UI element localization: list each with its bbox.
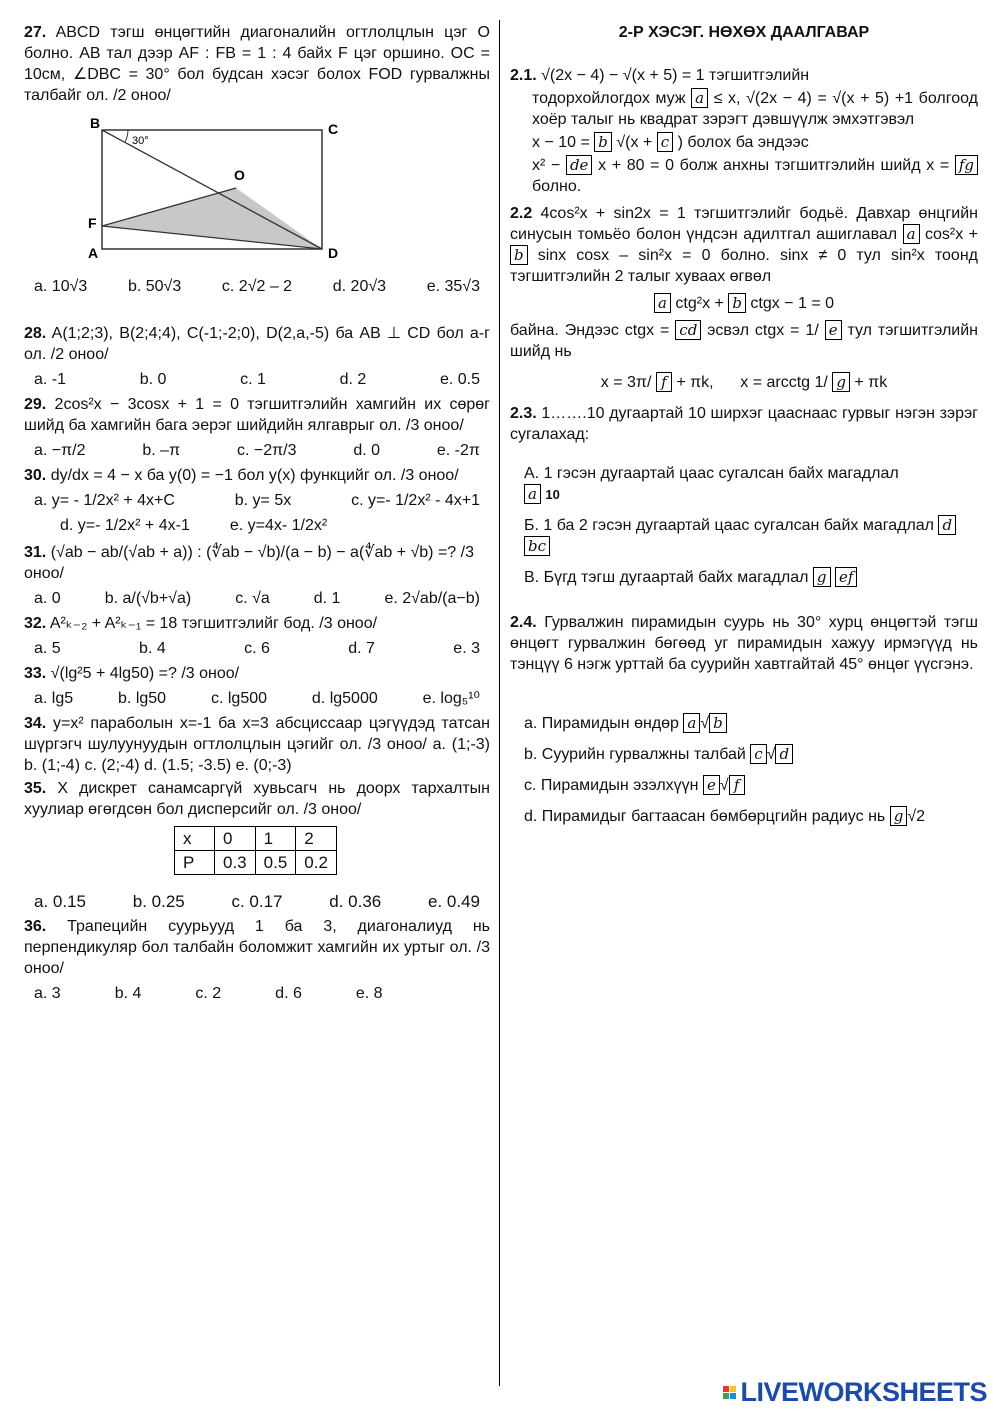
question-text: y=x² параболын x=-1 ба x=3 абсциссаар цэгүүдэд татсан шүргэгч шулуунуудын огтлолцлын цэгийг ол. /3 оноо/ a. (1;-3) b. (1;-4) c. (2;-4) d. (1.5; -3.5) e. (0;-3) <box>24 715 490 774</box>
question-33 <box>24 663 490 684</box>
text: 4cos²x + sin2x = 1 тэгшитгэлийг бодьё. Давхар өнцгийн синусын томьёо болон үндсэн адилтгал ашиглавал <box>510 205 978 243</box>
question-35 <box>24 778 490 820</box>
answer-box-fg[interactable]: fg <box>955 155 978 175</box>
option-b: b. 4 <box>139 640 166 657</box>
text: болно. <box>532 178 582 195</box>
option-d: d. y=- 1/2x² + 4x-1 <box>60 517 190 534</box>
option-d: d. 0 <box>353 442 381 459</box>
text: тодорхойлогдох муж <box>532 90 686 107</box>
option-b: b. 0 <box>139 371 167 388</box>
right-column <box>510 22 978 837</box>
liveworksheets-logo[interactable]: LIVEWORKSHEETS <box>740 1377 987 1407</box>
option-a: a. 0.15 <box>34 892 86 911</box>
option-b: b. 50√3 <box>127 278 182 295</box>
left-column <box>24 22 490 1008</box>
problem-2-1-line3 <box>510 132 978 153</box>
question-text: A(1;2;3), B(2;4;4), C(-1;-2;0), D(2,a,-5) ба AB ⊥ CD бол а-г ол. /2 оноо/ <box>24 325 490 363</box>
table-cell: 0.2 <box>296 851 337 875</box>
question-number: 27. <box>24 24 47 41</box>
text: A. 1 гэсэн дугаартай цаас сугалсан байх магадлал <box>524 465 899 482</box>
option-c: c. 2√2 – 2 <box>221 278 293 295</box>
table-cell: 0 <box>215 827 256 851</box>
answer-box-b[interactable]: b <box>594 132 612 152</box>
answer-box-a[interactable]: a <box>691 88 708 108</box>
problem-number: 2.4. <box>510 614 537 631</box>
text: √(x + <box>616 134 653 151</box>
option-d: d. 0.36 <box>329 892 382 911</box>
options-33 <box>24 688 490 709</box>
text: ) болох ба эндээс <box>677 134 809 151</box>
logo-mark-icon <box>723 1386 736 1399</box>
option-d: d. 1 <box>313 590 341 607</box>
item-2-4-c: c. Пирамидын эзэлхүүн e √ f <box>510 775 978 796</box>
label-f: F <box>88 215 97 231</box>
answer-box-a2[interactable]: a <box>654 293 671 313</box>
text: Б. 1 ба 2 гэсэн дугаартай цаас сугалсан байх магадлал <box>524 517 935 534</box>
options-29 <box>24 440 490 461</box>
answer-box-a[interactable]: a <box>683 713 700 733</box>
option-e: e. 0.49 <box>427 892 480 911</box>
problem-number: 2.1. <box>510 67 537 84</box>
table-row <box>175 851 337 875</box>
geometry-diagram <box>88 114 348 264</box>
option-b: b. –π <box>142 442 181 459</box>
option-e: e. 0.5 <box>439 371 480 388</box>
answer-box-c[interactable]: c <box>657 132 673 152</box>
text: x = arcctg 1/ <box>740 374 828 391</box>
answer-box-b2[interactable]: b <box>728 293 746 313</box>
label-c: C <box>328 121 339 137</box>
angle-arc <box>125 130 128 142</box>
answer-box-cd[interactable]: cd <box>675 320 701 340</box>
option-c: c. lg500 <box>210 690 268 707</box>
question-text: 2cos²x − 3cosx + 1 = 0 тэгшитгэлийн хамгийн их сөрөг шийд ба хамгийн бага эерэг шийдийн ялгаврыг ол. /3 оноо/ <box>24 396 491 434</box>
table-cell: x <box>175 827 215 851</box>
angle-label: 30° <box>132 135 149 147</box>
option-a: a. y= - 1/2x² + 4x+C <box>34 492 175 509</box>
answer-box-g[interactable]: g <box>890 806 908 826</box>
problem-number: 2.2 <box>510 205 533 222</box>
text: x − 10 = <box>532 134 590 151</box>
options-35 <box>24 891 490 912</box>
text: ctgx − 1 = 0 <box>750 295 834 312</box>
option-e: e. 8 <box>355 985 383 1002</box>
question-text: √(lg²5 + 4lg50) =? /3 оноо/ <box>50 665 240 682</box>
answer-box-f[interactable]: f <box>729 775 745 795</box>
distribution-table <box>174 826 337 875</box>
option-d: d. 6 <box>275 985 302 1002</box>
answer-box-b[interactable]: b <box>510 245 528 265</box>
answer-box-e[interactable]: e <box>703 775 720 795</box>
question-number: 36. <box>24 918 47 935</box>
label-d: D <box>328 245 339 261</box>
text: байна. Эндээс ctgx = <box>510 322 670 339</box>
answer-box-d[interactable]: d <box>938 515 956 535</box>
options-28 <box>24 369 490 390</box>
item-2-4-a: a. Пирамидын өндөр a √ b <box>510 713 978 734</box>
option-d: d. 7 <box>348 640 375 657</box>
question-number: 34. <box>24 715 47 732</box>
problem-2-4 <box>510 612 978 675</box>
answer-box-g[interactable]: g <box>813 567 831 587</box>
answer-box-ef[interactable]: ef <box>835 567 857 587</box>
question-number: 35. <box>24 780 47 797</box>
question-34 <box>24 713 490 776</box>
question-number: 30. <box>24 467 47 484</box>
options-31 <box>24 588 490 609</box>
option-e: e. log₅¹⁰ <box>422 690 480 707</box>
question-27 <box>24 22 490 106</box>
section-title: 2-Р ХЭСЭГ. НӨХӨХ ДААЛГАВАР <box>618 24 870 41</box>
text: 1…….10 дугаартай 10 ширхэг цааснаас гурвыг нэгэн зэрэг сугалахад: <box>510 405 978 443</box>
answer-box-e[interactable]: e <box>825 320 842 340</box>
denominator: 10 <box>545 487 560 502</box>
option-a: a. lg5 <box>34 690 74 707</box>
text: тул тэгшитгэлийн шийд нь <box>510 322 979 360</box>
table-cell: 2 <box>296 827 337 851</box>
problem-2-3 <box>510 403 978 445</box>
problem-2-1-body <box>510 88 978 130</box>
problem-2-1-line4 <box>510 155 978 197</box>
option-c: c. 1 <box>240 371 266 388</box>
problem-2-1 <box>510 65 978 86</box>
answer-box-b[interactable]: b <box>709 713 727 733</box>
option-c: c. 2 <box>195 985 222 1002</box>
answer-box-a[interactable]: a <box>524 484 541 504</box>
table-cell: P <box>175 851 215 875</box>
question-text: X дискрет санамсаргүй хувьсагч нь доорх тархалтын хуулиар өгөгдсөн бол дисперсийг ол. /3 оноо/ <box>24 780 491 818</box>
option-b: b. y= 5x <box>234 492 292 509</box>
answer-box-a[interactable]: a <box>903 224 920 244</box>
text: c. Пирамидын эзэлхүүн <box>524 777 699 794</box>
text: d. Пирамидыг багтаасан бөмбөрцгийн радиус нь <box>524 808 886 825</box>
options-27 <box>24 276 490 297</box>
shaded-triangle-fod <box>102 188 322 249</box>
option-c: c. y=- 1/2x² - 4x+1 <box>351 492 480 509</box>
text: эсвэл ctgx = 1/ <box>707 322 819 339</box>
liveworksheets-footer <box>723 1377 987 1407</box>
problem-number: 2.3. <box>510 405 537 422</box>
question-text: ABCD тэгш өнцөгтийн диагоналийн огтлолцлын цэг О болно. AB тал дээр AF : FB = 1 : 4 байх F цэг оршино. OC = 10см, ∠DBC = 30° бол будсан хэсэг болох FOD гурвалжны талбайг ол. /2 оноо/ <box>24 24 490 104</box>
answer-box-de[interactable]: de <box>566 155 592 175</box>
rectangle-figure <box>88 114 490 270</box>
question-text: Трапецийн суурьууд 1 ба 3, диагоналиуд нь перпендикуляр бол талбайн боломжит хамгийн их уртыг ол. /3 оноо/ <box>24 918 490 977</box>
option-d: d. 20√3 <box>332 278 387 295</box>
option-a: a. −π/2 <box>34 442 86 459</box>
option-c: c. 6 <box>244 640 270 657</box>
options-32 <box>24 638 490 659</box>
label-a: A <box>88 245 99 261</box>
question-30 <box>24 465 490 486</box>
text: sinx cosx – sin²x = 0 болно. sinx ≠ 0 тул sin²x тоонд тэгшитгэлийн 2 талыг хуваах өгвөл <box>510 247 978 285</box>
answer-box-g[interactable]: g <box>832 372 850 392</box>
option-d: d. 2 <box>339 371 367 388</box>
text: x + 80 = 0 болж анхны тэгшитгэлийн шийд x = <box>598 157 950 174</box>
options-30-row1 <box>24 490 490 511</box>
text: Гурвалжин пирамидын суурь нь 30° хурц өнцөгтэй тэгш өнцөгт гурвалжин бөгөөд уг пирамидын хажуу ирмэгүүд нь тэнцүү 6 нэгж урттай ба суурийн хавтгайтай 45° өнцөг үүсгэнэ. <box>510 614 979 673</box>
question-number: 28. <box>24 325 47 342</box>
label-b: B <box>90 115 101 131</box>
question-text: (√ab − ab/(√ab + a)) : (∜ab − √b)/(a − b) − a(∜ab + √b) =? /3 оноо/ <box>24 544 474 582</box>
option-e: e. 35√3 <box>426 278 480 295</box>
text: x² − <box>532 157 561 174</box>
option-e: e. y=4x- 1/2x² <box>229 517 328 534</box>
text: b. Суурийн гурвалжны талбай <box>524 746 746 763</box>
question-number: 32. <box>24 615 47 632</box>
problem-line: √(2x − 4) − √(x + 5) = 1 тэгшитгэлийн <box>541 67 810 84</box>
table-cell: 0.3 <box>215 851 256 875</box>
option-a: a. 0 <box>34 590 61 607</box>
option-b: b. lg50 <box>118 690 167 707</box>
option-a: a. 10√3 <box>34 278 88 295</box>
option-b: b. a/(√b+√a) <box>104 590 192 607</box>
option-a: a. 5 <box>34 640 61 657</box>
option-e: e. -2π <box>436 442 480 459</box>
option-a: a. -1 <box>34 371 67 388</box>
answer-box-c[interactable]: c <box>750 744 766 764</box>
text: x = 3π/ <box>600 374 652 391</box>
equation-ctg <box>510 293 978 314</box>
option-a: a. 3 <box>34 985 61 1002</box>
item-2-4-b: b. Суурийн гурвалжны талбай c √ d <box>510 744 978 765</box>
option-e: e. 2√ab/(a−b) <box>384 590 480 607</box>
answer-box-bc[interactable]: bc <box>524 536 550 556</box>
text: + πk <box>854 374 888 391</box>
table-cell: 1 <box>255 827 296 851</box>
option-c: c. √a <box>235 590 270 607</box>
problem-2-2 <box>510 203 978 287</box>
option-d: d. lg5000 <box>311 690 378 707</box>
option-b: b. 0.25 <box>132 892 185 911</box>
question-number: 33. <box>24 665 47 682</box>
solutions-2-2 <box>510 372 978 393</box>
item-2-3-a <box>510 463 978 505</box>
question-29 <box>24 394 490 436</box>
question-32 <box>24 613 490 634</box>
text: cos²x + <box>925 226 979 243</box>
item-2-3-c <box>510 567 978 588</box>
table-row <box>175 827 337 851</box>
answer-box-f[interactable]: f <box>656 372 672 392</box>
text: ctg²x + <box>675 295 724 312</box>
question-text: dy/dx = 4 − x ба y(0) = −1 бол y(x) функцийг ол. /3 оноо/ <box>50 467 459 484</box>
text: + πk, <box>676 374 714 391</box>
item-2-4-d: d. Пирамидыг багтаасан бөмбөрцгийн радиус нь g √2 <box>524 807 925 825</box>
text: a. Пирамидын өндөр <box>524 715 679 732</box>
table-cell: 0.5 <box>255 851 296 875</box>
text: В. Бүгд тэгш дугаартай байх магадлал <box>524 569 809 586</box>
option-c: c. −2π/3 <box>236 442 297 459</box>
option-e: e. 3 <box>453 640 480 657</box>
label-o: O <box>234 167 245 183</box>
text: ≤ x, √(2x − 4) = √(x + 5) +1 болгоод хоёр талыг нь квадрат зэрэгт дэвшүүлж эмхэтгэвэл <box>532 90 978 128</box>
question-36 <box>24 916 490 979</box>
question-text: A²ₖ₋₂ + A²ₖ₋₁ = 18 тэгшитгэлийг бод. /3 оноо/ <box>49 615 378 632</box>
question-28 <box>24 323 490 365</box>
options-30-row2 <box>24 515 490 536</box>
question-number: 31. <box>24 544 47 561</box>
question-31 <box>24 542 490 584</box>
option-c: c. 0.17 <box>231 892 283 911</box>
options-36 <box>24 983 490 1004</box>
answer-box-d[interactable]: d <box>775 744 793 764</box>
option-b: b. 4 <box>114 985 142 1002</box>
problem-2-2-line3 <box>510 320 978 362</box>
question-number: 29. <box>24 396 47 413</box>
radicand: 2 <box>916 808 925 825</box>
column-divider <box>499 20 500 1386</box>
item-2-3-b <box>510 515 978 557</box>
